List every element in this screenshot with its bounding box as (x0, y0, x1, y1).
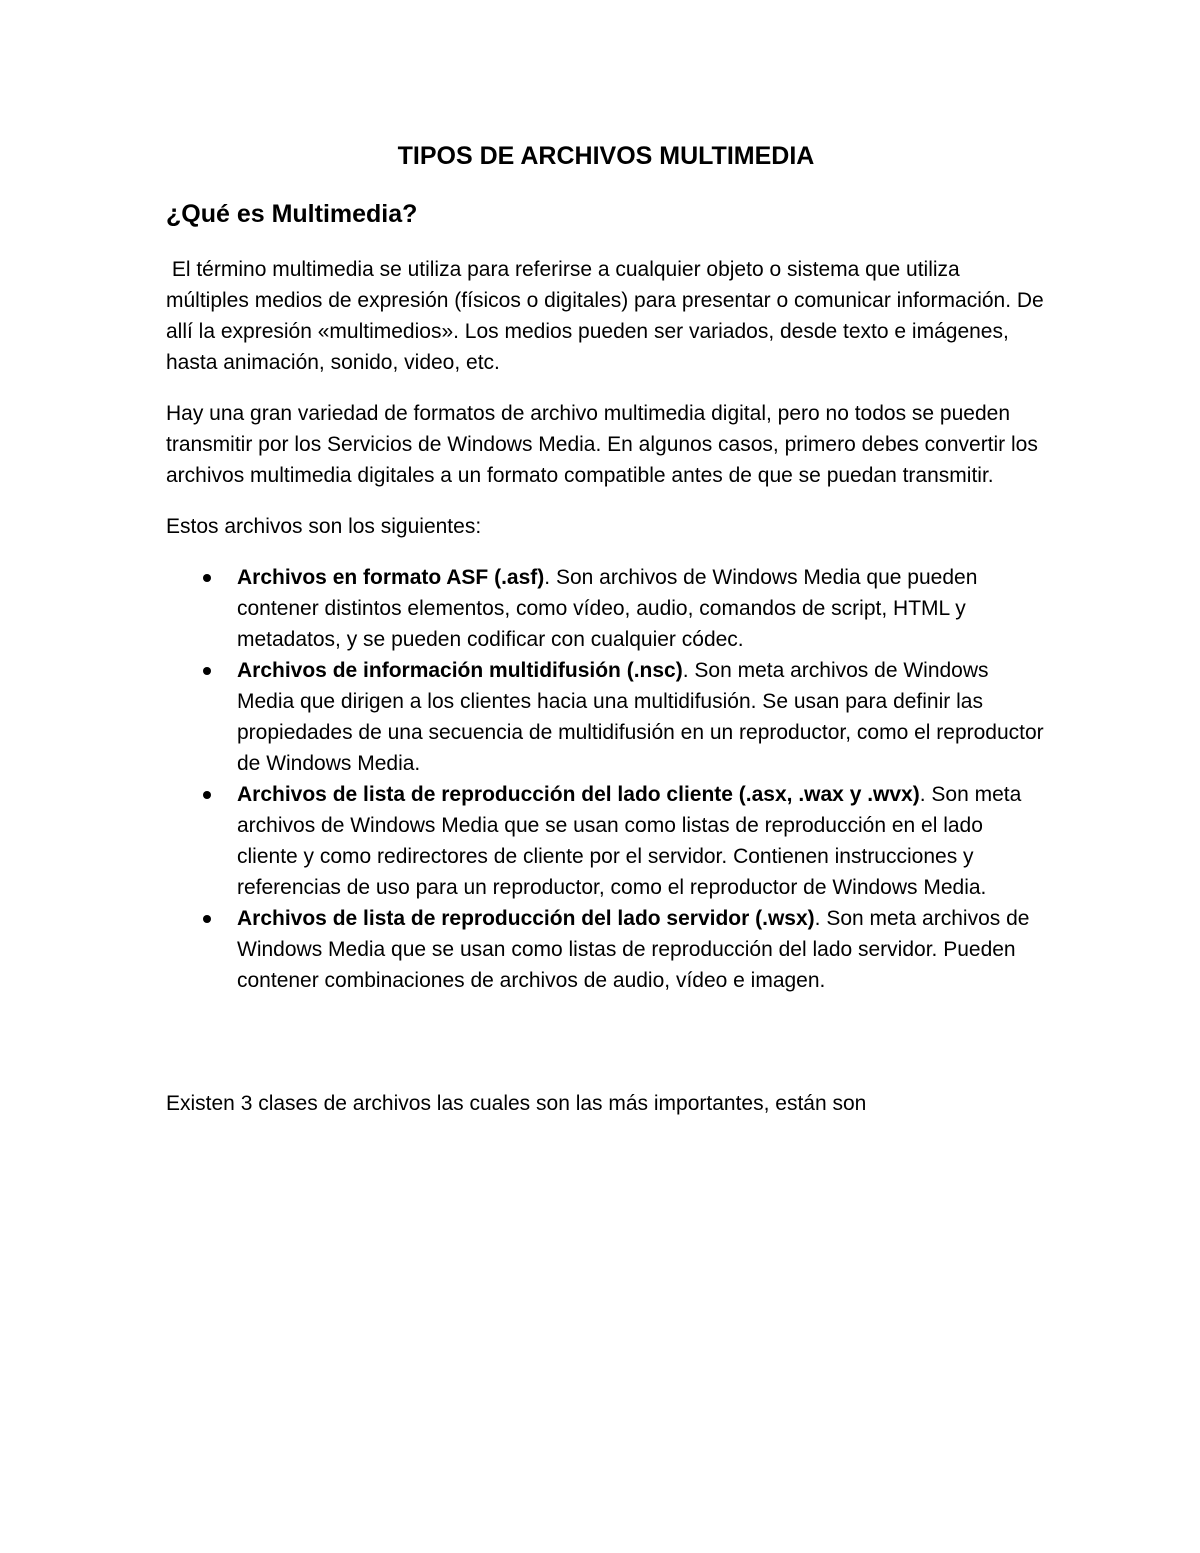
bullet-icon (203, 791, 211, 799)
paragraph-list-intro: Estos archivos son los siguientes: (166, 515, 482, 538)
list-item-text: . Son meta archivos de Windows Media que se usan como listas de reproducción en el lado cliente y como redirectores de cliente por el servidor. Contienen instrucciones y referencias de uso para un reproductor, como el reproductor de Windows Media. (237, 783, 1022, 899)
paragraph-formats: Hay una gran variedad de formatos de archivo multimedia digital, pero no todos se pueden transmitir por los Servicios de Windows Media. En algunos casos, primero debes convertir los archivos multimedia digitales a un formato compatible antes de que se puedan transmitir. (166, 402, 1038, 487)
list-item (166, 655, 1046, 779)
bullet-icon (203, 915, 211, 923)
file-types-list (166, 562, 1046, 996)
paragraph-closing: Existen 3 clases de archivos las cuales son las más importantes, están son (166, 1092, 867, 1115)
list-item (166, 903, 1046, 996)
section-heading: ¿Qué es Multimedia? (166, 200, 418, 228)
list-item-text: . Son meta archivos de Windows Media que dirigen a los clientes hacia una multidifusión. Se usan para definir las propiedades de una secuencia de multidifusión en un reproductor, como el reproductor de Windows Media. (237, 659, 1044, 775)
paragraph-definition: El término multimedia se utiliza para referirse a cualquier objeto o sistema que utiliza múltiples medios de expresión (físicos o digitales) para presentar o comunicar información. De allí la expresión «multimedios». Los medios pueden ser variados, desde texto e imágenes, hasta animación, sonido, video, etc. (166, 258, 1050, 374)
bullet-icon (203, 667, 211, 675)
list-item (166, 779, 1046, 903)
list-item-text: . Son meta archivos de Windows Media que se usan como listas de reproducción del lado servidor. Pueden contener combinaciones de archivos de audio, vídeo e imagen. (237, 907, 1030, 992)
list-item-text: . Son archivos de Windows Media que pueden contener distintos elementos, como vídeo, audio, comandos de script, HTML y metadatos, y se pueden codificar con cualquier códec. (237, 566, 978, 651)
list-item-term: Archivos en formato ASF (.asf) (237, 566, 545, 589)
document-title: TIPOS DE ARCHIVOS MULTIMEDIA (397, 142, 815, 170)
list-item (166, 562, 1046, 655)
list-item-term: Archivos de información multidifusión (.nsc) (237, 659, 683, 682)
bullet-icon (203, 574, 211, 582)
list-item-term: Archivos de lista de reproducción del lado servidor (.wsx) (237, 907, 815, 930)
document-body (166, 136, 1050, 1119)
list-item-term: Archivos de lista de reproducción del lado cliente (.asx, .wax y .wvx) (237, 783, 920, 806)
